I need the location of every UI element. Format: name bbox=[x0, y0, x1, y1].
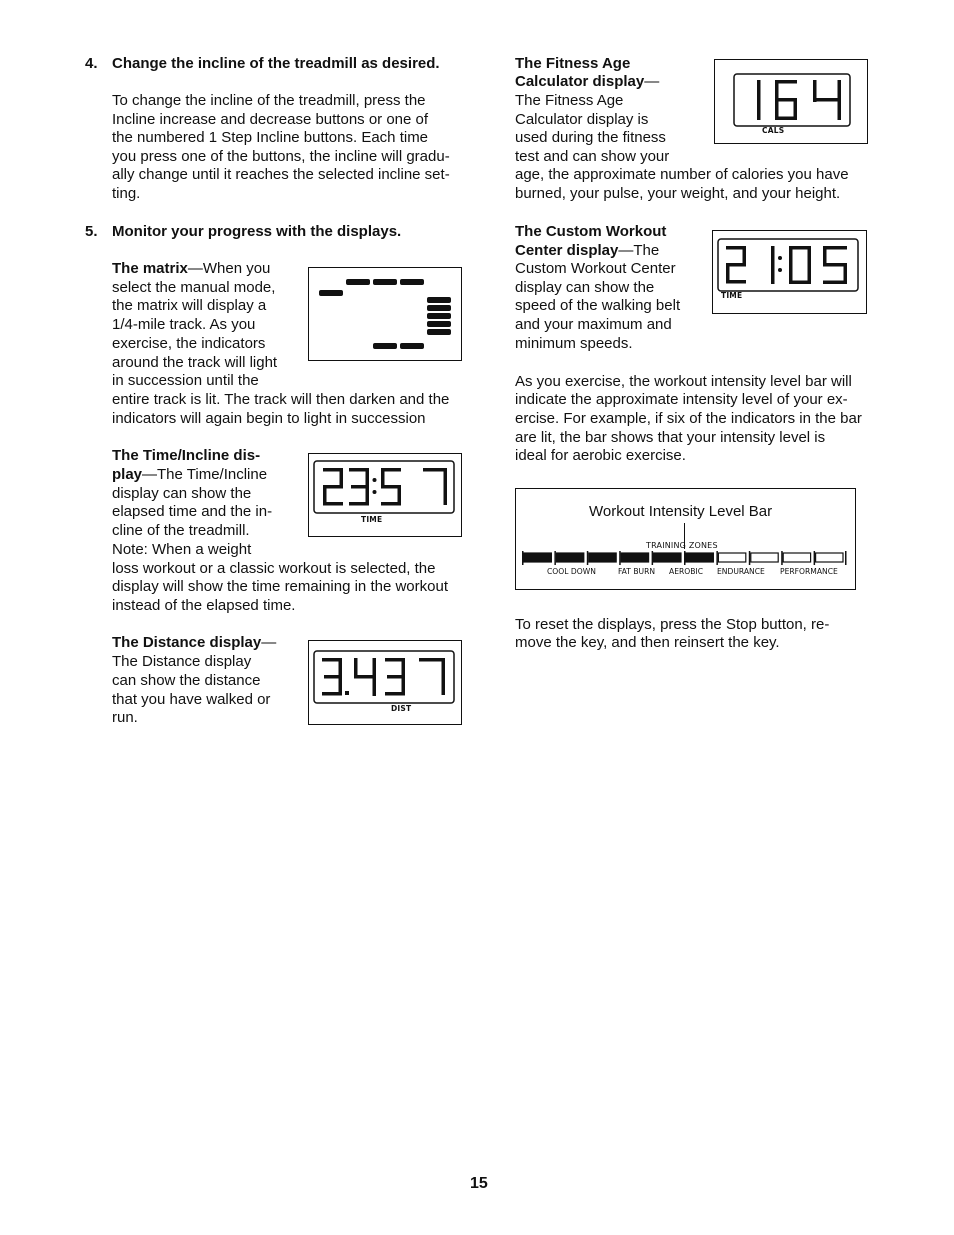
matrix-line: select the manual mode, bbox=[112, 279, 276, 296]
time-incline-title: The Time/Incline dis- bbox=[112, 447, 261, 464]
time-incline-line: elapsed time and the in- bbox=[112, 503, 273, 520]
matrix-line-1 bbox=[112, 260, 270, 278]
intensity-segment-unlit bbox=[816, 553, 843, 562]
fitness-age-display bbox=[714, 59, 868, 144]
custom-workout-title-end: Center display bbox=[515, 242, 619, 259]
custom-workout-display bbox=[712, 230, 867, 314]
intensity-segment-unlit bbox=[783, 553, 810, 562]
matrix-line: entire track is lit. The track will then darken and the bbox=[112, 391, 450, 408]
segment-divider bbox=[684, 551, 686, 565]
step-4-heading: Change the incline of the treadmill as desired. bbox=[112, 55, 440, 72]
custom-workout-text: —The bbox=[618, 242, 660, 259]
intensity-segment-unlit bbox=[751, 553, 778, 562]
zone-endurance: ENDURANCE bbox=[717, 567, 765, 576]
track-indicator bbox=[427, 321, 451, 327]
distance-dash: — bbox=[261, 634, 277, 651]
segment-divider bbox=[587, 551, 589, 565]
segment-divider bbox=[845, 551, 847, 565]
intensity-bar-figure bbox=[515, 488, 856, 590]
track-indicator bbox=[427, 329, 451, 335]
fitness-age-line: Calculator display is bbox=[515, 111, 649, 128]
zone-fat-burn: FAT BURN bbox=[618, 567, 656, 576]
time-incline-text: —The Time/Incline bbox=[142, 466, 268, 483]
reset-line: To reset the displays, press the Stop button, re- bbox=[515, 616, 830, 633]
time-incline-line: loss workout or a classic workout is selected, the bbox=[112, 560, 436, 577]
distance-line: that you have walked or bbox=[112, 691, 271, 708]
intensity-segment-lit bbox=[556, 553, 583, 562]
segment-divider bbox=[814, 551, 816, 565]
zone-cool-down: COOL DOWN bbox=[547, 567, 596, 576]
step-4-line: the numbered 1 Step Incline buttons. Each time bbox=[112, 129, 429, 146]
intensity-segment-lit bbox=[589, 553, 616, 562]
time-incline-display bbox=[308, 453, 462, 537]
fitness-age-line: age, the approximate number of calories you have bbox=[515, 166, 849, 183]
matrix-line: in succession until the bbox=[112, 372, 259, 389]
time-incline-line: Note: When a weight bbox=[112, 541, 252, 558]
step-5-number: 5. bbox=[85, 223, 98, 240]
matrix-text: —When you bbox=[187, 260, 271, 277]
fitness-age-line: test and can show your bbox=[515, 148, 670, 165]
reset-line: move the key, and then reinsert the key. bbox=[515, 634, 780, 651]
time-incline-line: display will show the time remaining in the workout bbox=[112, 578, 448, 595]
time-incline-line-2 bbox=[112, 466, 267, 484]
track-indicator bbox=[400, 343, 424, 349]
dist-label: DIST bbox=[391, 704, 412, 713]
intensity-segments bbox=[520, 551, 850, 565]
distance-line: can show the distance bbox=[112, 672, 261, 689]
time-label: TIME bbox=[361, 515, 383, 524]
segment-divider bbox=[652, 551, 654, 565]
custom-workout-line: and your maximum and bbox=[515, 316, 672, 333]
matrix-line: exercise, the indicators bbox=[112, 335, 266, 352]
distance-line-1 bbox=[112, 634, 276, 652]
step-4-line: Incline increase and decrease buttons or one of bbox=[112, 111, 429, 128]
intensity-line: ercise. For example, if six of the indicators in the bar bbox=[515, 410, 862, 427]
fitness-age-title-end: Calculator display bbox=[515, 73, 645, 90]
track-indicator bbox=[427, 313, 451, 319]
matrix-line: indicators will again begin to light in succession bbox=[112, 410, 426, 427]
intensity-line: ideal for aerobic exercise. bbox=[515, 447, 686, 464]
segment-divider bbox=[619, 551, 621, 565]
cals-label: CALS bbox=[762, 126, 785, 135]
step-4-line: ally change until it reaches the selected incline set- bbox=[112, 166, 450, 183]
step-4-line: you press one of the buttons, the incline will gradu- bbox=[112, 148, 450, 165]
track-indicator bbox=[427, 297, 451, 303]
track-indicator bbox=[427, 305, 451, 311]
intensity-line: As you exercise, the workout intensity level bar will bbox=[515, 373, 852, 390]
fitness-age-line: burned, your pulse, your weight, and your height. bbox=[515, 185, 841, 202]
custom-workout-line: display can show the bbox=[515, 279, 655, 296]
segment-divider bbox=[716, 551, 718, 565]
fitness-age-line: The Fitness Age bbox=[515, 92, 624, 109]
intensity-segments-svg bbox=[520, 551, 850, 565]
distance-line: The Distance display bbox=[112, 653, 252, 670]
matrix-display bbox=[308, 267, 462, 361]
distance-title: The Distance display bbox=[112, 634, 262, 651]
intensity-segment-lit bbox=[524, 553, 551, 562]
custom-workout-line: speed of the walking belt bbox=[515, 297, 681, 314]
time-incline-title-end: play bbox=[112, 466, 143, 483]
track-indicator bbox=[373, 279, 397, 285]
intensity-line: indicate the approximate intensity level of your ex- bbox=[515, 391, 848, 408]
segment-divider bbox=[522, 551, 524, 565]
intensity-segment-lit bbox=[654, 553, 681, 562]
zone-aerobic: AEROBIC bbox=[669, 567, 703, 576]
segment-divider bbox=[554, 551, 556, 565]
intensity-line: are lit, the bar shows that your intensity level is bbox=[515, 429, 826, 446]
custom-workout-line: minimum speeds. bbox=[515, 335, 633, 352]
matrix-title: The matrix bbox=[112, 260, 188, 277]
time-label: TIME bbox=[721, 291, 743, 300]
track-indicator bbox=[319, 290, 343, 296]
fitness-age-line-2 bbox=[515, 73, 659, 91]
time-incline-line: instead of the elapsed time. bbox=[112, 597, 296, 614]
track-indicator bbox=[346, 279, 370, 285]
custom-workout-title: The Custom Workout bbox=[515, 223, 667, 240]
intensity-segment-unlit bbox=[718, 553, 745, 562]
matrix-line: 1/4-mile track. As you bbox=[112, 316, 256, 333]
distance-line: run. bbox=[112, 709, 138, 726]
track-indicator bbox=[400, 279, 424, 285]
custom-workout-line-2 bbox=[515, 242, 659, 260]
fitness-age-line: used during the fitness bbox=[515, 129, 666, 146]
track-indicator bbox=[373, 343, 397, 349]
zone-performance: PERFORMANCE bbox=[780, 567, 838, 576]
time-incline-line: display can show the bbox=[112, 485, 252, 502]
intensity-bar-title: Workout Intensity Level Bar bbox=[589, 503, 773, 520]
intensity-segment-lit bbox=[686, 553, 713, 562]
segment-divider bbox=[781, 551, 783, 565]
lcd-digits-164 bbox=[715, 60, 866, 142]
lcd-digits-2357 bbox=[309, 454, 460, 535]
segment-divider bbox=[749, 551, 751, 565]
matrix-line: the matrix will display a bbox=[112, 297, 267, 314]
training-zones-label: TRAINING ZONES bbox=[646, 541, 718, 550]
fitness-age-dash: — bbox=[644, 73, 660, 90]
distance-display bbox=[308, 640, 462, 725]
custom-workout-line: Custom Workout Center bbox=[515, 260, 676, 277]
fitness-age-title: The Fitness Age bbox=[515, 55, 631, 72]
page-number: 15 bbox=[470, 1175, 488, 1192]
step-4-line: ting. bbox=[112, 185, 141, 202]
intensity-segment-lit bbox=[621, 553, 648, 562]
step-4-number: 4. bbox=[85, 55, 98, 72]
step-5-heading: Monitor your progress with the displays. bbox=[112, 223, 402, 240]
time-incline-line: cline of the treadmill. bbox=[112, 522, 250, 539]
matrix-line: around the track will light bbox=[112, 354, 278, 371]
lcd-digits-3437 bbox=[309, 641, 460, 723]
step-4-line: To change the incline of the treadmill, press the bbox=[112, 92, 426, 109]
